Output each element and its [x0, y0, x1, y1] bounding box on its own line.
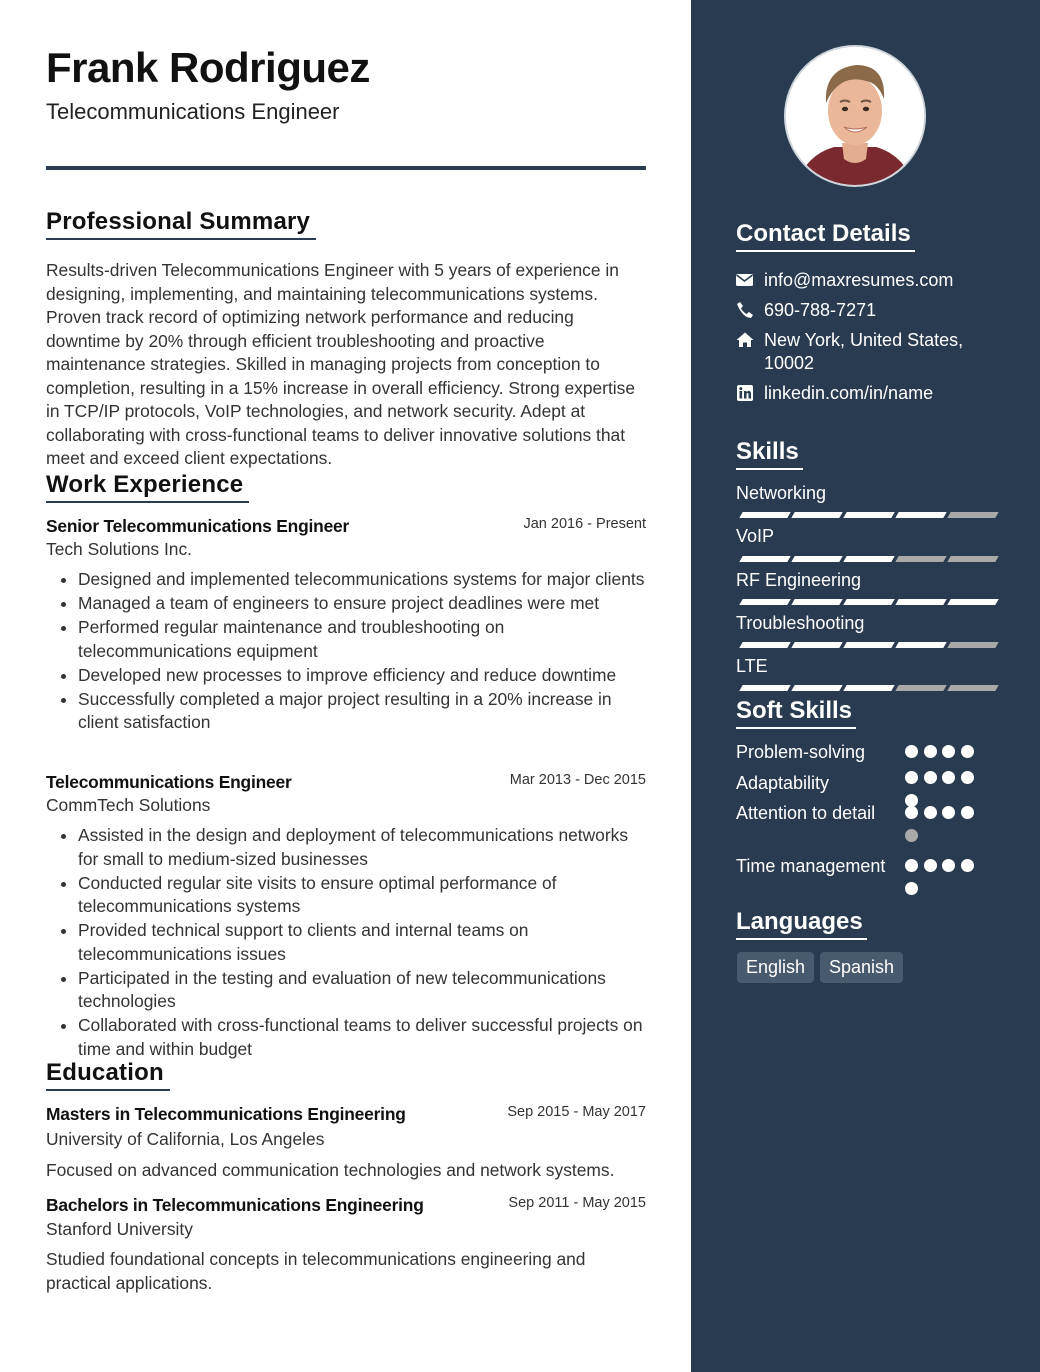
education-heading: Education: [46, 1059, 170, 1091]
job-title: Senior Telecommunications Engineer: [46, 516, 350, 536]
skill-bar-segment: [739, 685, 790, 691]
rating-dot: [942, 745, 955, 758]
job-bullets: [46, 824, 646, 1062]
rating-dot: [961, 859, 974, 872]
job-bullets: [46, 568, 646, 735]
job-bullet: • Developed new processes to improve efficiency and reduce downtime: [78, 664, 646, 688]
edu-dates: Sep 2015 - May 2017: [507, 1104, 646, 1120]
rating-dot: [942, 771, 955, 784]
sidebar: [691, 0, 1040, 1372]
rating-dot: [942, 859, 955, 872]
job-dates: Mar 2013 - Dec 2015: [509, 772, 646, 788]
skill-bar-segment: [791, 599, 842, 605]
skill-name: RF Engineering: [736, 570, 862, 590]
skill-bar-segment: [895, 599, 946, 605]
soft-skill-name: Adaptability: [736, 773, 830, 793]
job-bullet: • Performed regular maintenance and troubleshooting on telecommunications equipment: [78, 616, 646, 663]
skill-bar-segment: [947, 599, 998, 605]
skill-rating: [737, 512, 993, 518]
soft-skill-rating: [905, 859, 985, 899]
job-bullet: • Collaborated with cross-functional teams to deliver successful projects on time and within budget: [78, 1014, 646, 1061]
job-company: CommTech Solutions: [46, 795, 211, 815]
contact-address-text: New York, United States, 10002: [764, 330, 964, 373]
contact-phone-text: 690-788-7271: [764, 300, 877, 320]
skill-bar-segment: [843, 599, 894, 605]
edu-school: Stanford University: [46, 1219, 193, 1239]
skill-bar-segment: [947, 556, 998, 562]
edu-description: Studied foundational concepts in telecommunications engineering and practical applications.: [46, 1249, 586, 1293]
rating-dot: [924, 806, 937, 819]
skill-bar-segment: [843, 556, 894, 562]
job-bullet: • Assisted in the design and deployment of telecommunications networks for small to medium-sized businesses: [78, 824, 646, 871]
rating-dot: [961, 806, 974, 819]
skill-name: LTE: [736, 656, 768, 676]
skill-bar-segment: [843, 685, 894, 691]
edu-school: University of California, Los Angeles: [46, 1129, 325, 1149]
linkedin-icon: [736, 384, 754, 402]
soft-skills-heading: Soft Skills: [736, 697, 856, 729]
summary-text: Results-driven Telecommunications Engineer with 5 years of experience in designing, implementing, and maintaining telecommunications systems. Proven track record of optimizing network performance and reducing downtime by 20% through efficient troubleshooting and proactive maintenance strategies. Skilled in managing projects from conception to completion, resulting in a 15% increase in overall efficiency. Strong expertise in TCP/IP protocols, VoIP technologies, and network security. Adept at collaborating with cross-functional teams to deliver innovative solutions that meet and exceed client expectations.: [46, 260, 636, 468]
skill-name: VoIP: [736, 526, 775, 546]
candidate-title: Telecommunications Engineer: [46, 99, 340, 124]
profile-photo: [784, 45, 926, 187]
rating-dot: [961, 745, 974, 758]
skill-bar-segment: [791, 685, 842, 691]
skill-bar-segment: [791, 512, 842, 518]
soft-skill-name: Problem-solving: [736, 742, 866, 762]
skill-bar-segment: [739, 642, 790, 648]
soft-skill-name: Attention to detail: [736, 803, 876, 823]
rating-dot: [905, 806, 918, 819]
soft-skill-rating: [905, 806, 985, 846]
skill-bar-segment: [843, 642, 894, 648]
contact-email-text: info@maxresumes.com: [764, 270, 954, 290]
skill-bar-segment: [791, 642, 842, 648]
language-tag: Spanish: [820, 952, 903, 983]
rating-dot: [905, 882, 918, 895]
skill-bar-segment: [947, 642, 998, 648]
skill-bar-segment: [895, 642, 946, 648]
edu-degree: Bachelors in Telecommunications Engineering: [46, 1195, 424, 1215]
profile-portrait-icon: [786, 47, 924, 185]
skill-bar-segment: [947, 512, 998, 518]
skill-bar-segment: [843, 512, 894, 518]
soft-skill-name: Time management: [736, 856, 886, 876]
skills-heading: Skills: [736, 438, 803, 470]
job-bullet: • Successfully completed a major project resulting in a 20% increase in client satisfaction: [78, 688, 646, 735]
skill-rating: [737, 685, 993, 691]
job-bullet: • Participated in the testing and evaluation of new telecommunications technologies: [78, 967, 646, 1014]
edu-degree: Masters in Telecommunications Engineering: [46, 1104, 406, 1124]
edu-dates: Sep 2011 - May 2015: [508, 1195, 646, 1211]
job-dates: Jan 2016 - Present: [523, 516, 646, 532]
skill-bar-segment: [895, 556, 946, 562]
rating-dot: [924, 745, 937, 758]
rating-dot: [924, 771, 937, 784]
contact-linkedin-text: linkedin.com/in/name: [764, 383, 934, 403]
skill-bar-segment: [739, 512, 790, 518]
languages-heading: Languages: [736, 908, 867, 940]
phone-icon: [736, 301, 754, 319]
edu-description: Focused on advanced communication technologies and network systems.: [46, 1160, 615, 1180]
header-divider: [46, 166, 646, 170]
job-bullet: • Managed a team of engineers to ensure project deadlines were met: [78, 592, 646, 616]
skill-name: Networking: [736, 483, 827, 503]
rating-dot: [961, 771, 974, 784]
job-bullet: • Conducted regular site visits to ensure optimal performance of telecommunications systems: [78, 872, 646, 919]
skill-bar-segment: [947, 685, 998, 691]
skill-rating: [737, 642, 993, 648]
contact-heading: Contact Details: [736, 220, 915, 252]
rating-dot: [942, 806, 955, 819]
skill-bar-segment: [739, 599, 790, 605]
language-tag: English: [737, 952, 814, 983]
home-icon: [736, 331, 754, 349]
rating-dot: [905, 745, 918, 758]
skill-bar-segment: [895, 512, 946, 518]
skill-bar-segment: [895, 685, 946, 691]
skill-rating: [737, 599, 993, 605]
skill-bar-segment: [791, 556, 842, 562]
skill-bar-segment: [739, 556, 790, 562]
rating-dot: [905, 829, 918, 842]
job-title: Telecommunications Engineer: [46, 772, 292, 792]
rating-dot: [905, 771, 918, 784]
job-bullet: • Provided technical support to clients and internal teams on telecommunications issues: [78, 919, 646, 966]
rating-dot: [905, 859, 918, 872]
job-bullet: • Designed and implemented telecommunications systems for major clients: [78, 568, 646, 592]
rating-dot: [924, 859, 937, 872]
skill-rating: [737, 556, 993, 562]
job-company: Tech Solutions Inc.: [46, 539, 192, 559]
soft-skill-rating: [905, 771, 985, 811]
skill-name: Troubleshooting: [736, 613, 865, 633]
envelope-icon: [736, 271, 754, 289]
experience-heading: Work Experience: [46, 471, 249, 503]
summary-heading: Professional Summary: [46, 208, 316, 240]
candidate-name: Frank Rodriguez: [46, 44, 370, 91]
